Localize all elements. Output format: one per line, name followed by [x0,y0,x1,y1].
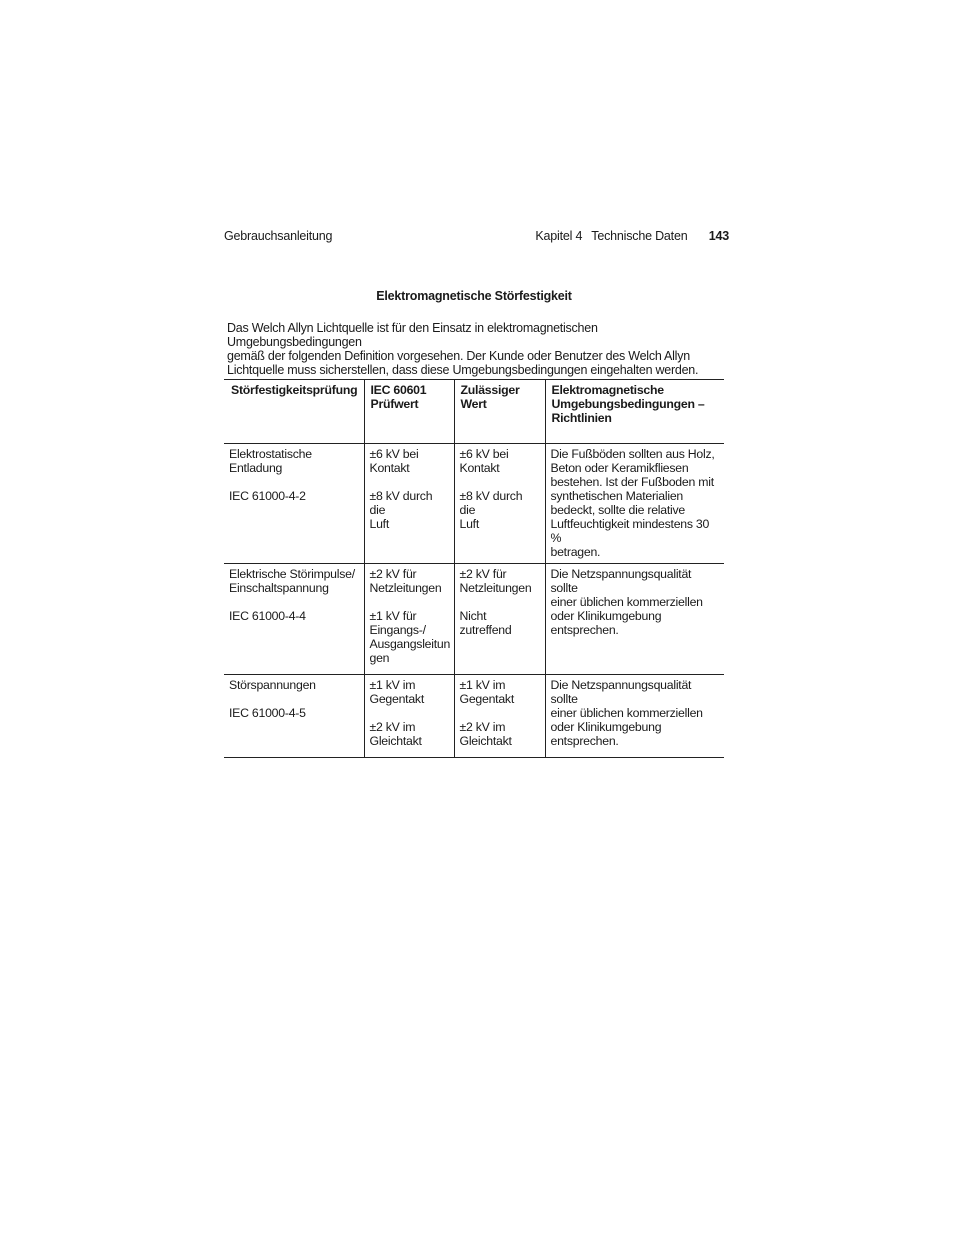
intro-line: Lichtquelle muss sicherstellen, dass diese Umgebungsbedingungen eingehalten werden. [227,363,699,377]
chapter-label: Kapitel 4 [535,229,583,243]
cell-guidance: Die Netzspannungsqualität sollte einer üblichen kommerziellen oder Klinikumgebung entsprechen. [545,564,724,675]
header-guidance: Elektromagnetische Umgebungsbedingungen – Richtlinien [545,380,724,444]
intro-line: gemäß der folgenden Definition vorgesehen. Der Kunde oder Benutzer des Welch Allyn [227,349,690,363]
header-compliance: Zulässiger Wert [454,380,545,444]
cell-test: Störspannungen IEC 61000-4-5 [224,675,364,758]
cell-test: Elektrostatische Entladung IEC 61000-4-2 [224,444,364,564]
running-header [535,229,729,243]
header-iec-level: IEC 60601 Prüfwert [364,380,454,444]
cell-iec-level: ±1 kV im Gegentakt ±2 kV im Gleichtakt [364,675,454,758]
section-title: Elektromagnetische Störfestigkeit [376,289,572,303]
cell-guidance: Die Netzspannungsqualität sollte einer üblichen kommerziellen oder Klinikumgebung entsprechen. [545,675,724,758]
cell-compliance: ±2 kV für Netzleitungen Nicht zutreffend [454,564,545,675]
intro-paragraph [227,321,727,377]
page-number: 143 [708,229,729,243]
table-row [224,564,724,675]
cell-test: Elektrische Störimpulse/ Einschaltspannung IEC 61000-4-4 [224,564,364,675]
cell-guidance: Die Fußböden sollten aus Holz, Beton oder Keramikfliesen bestehen. Ist der Fußboden mit synthetischen Materialien bedeckt, sollte die relative Luftfeuchtigkeit mindestens 30 % betragen. [545,444,724,564]
document-name: Gebrauchsanleitung [224,229,333,243]
cell-iec-level: ±6 kV bei Kontakt ±8 kV durch die Luft [364,444,454,564]
cell-iec-level: ±2 kV für Netzleitungen ±1 kV für Eingangs-/ Ausgangsleitun gen [364,564,454,675]
header-test: Störfestigkeitsprüfung [231,383,358,397]
page-header [224,229,729,247]
cell-compliance: ±1 kV im Gegentakt ±2 kV im Gleichtakt [454,675,545,758]
table-header-row [224,380,724,444]
section-label: Technische Daten [591,229,688,243]
table-row [224,444,724,564]
table-row [224,675,724,758]
intro-line: Das Welch Allyn Lichtquelle ist für den Einsatz in elektromagnetischen Umgebungsbedingungen [227,321,598,349]
cell-compliance: ±6 kV bei Kontakt ±8 kV durch die Luft [454,444,545,564]
immunity-table [224,379,724,758]
